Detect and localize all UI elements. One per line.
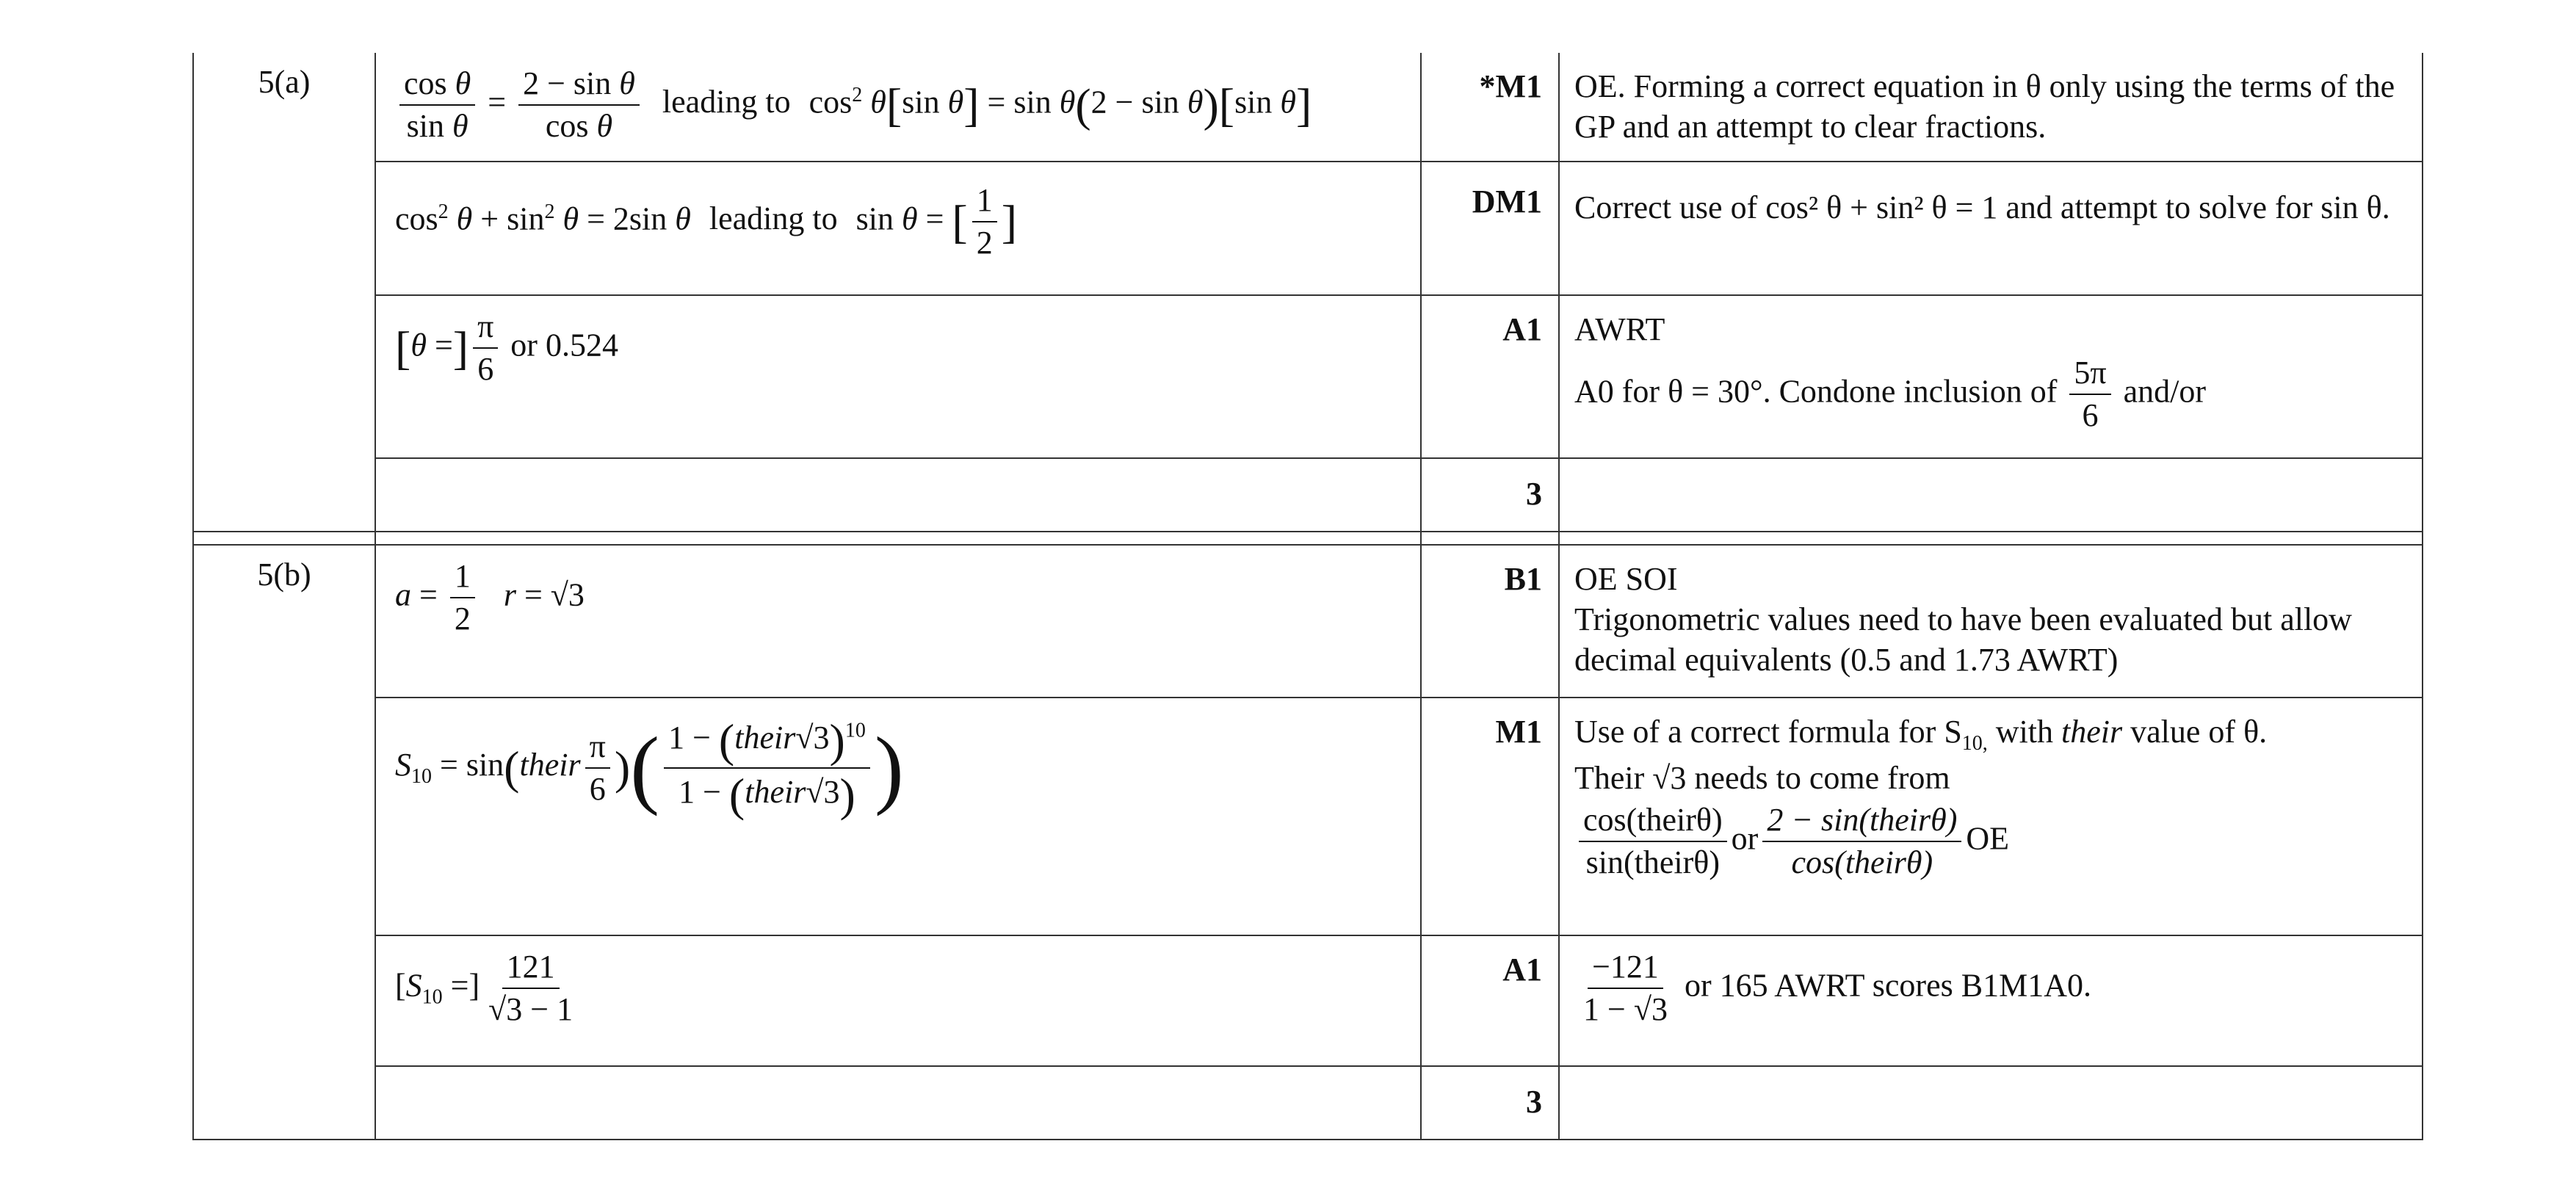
- mark-cell: [1421, 935, 1559, 1066]
- table-row: [193, 162, 2423, 295]
- guidance-text: OE SOI: [1574, 561, 1678, 597]
- mark-label: A1: [1502, 311, 1542, 347]
- mark-scheme-table: [192, 53, 2423, 1140]
- table-row: [193, 295, 2423, 458]
- answer-text: leading to: [662, 84, 791, 120]
- table-row: [193, 935, 2423, 1066]
- answer-cell: [$S_{10}$ =] $\frac{121}{√3 - 1}$: [375, 935, 1421, 1066]
- guidance-text: AWRT: [1574, 311, 1665, 347]
- guidance-text: and/or: [2123, 373, 2207, 410]
- answer-cell: a = $\frac{1}{2}$ r = √3: [375, 545, 1421, 698]
- table-row: [193, 698, 2423, 935]
- blank-cell: [1559, 458, 2423, 532]
- mark-label: DM1: [1472, 184, 1542, 220]
- blank-cell: [1559, 1066, 2423, 1140]
- mark-label: *M1: [1479, 68, 1542, 104]
- blank-cell: [375, 458, 1421, 532]
- answer-text: leading to: [709, 200, 838, 237]
- total-label: 3: [1526, 1084, 1542, 1120]
- mark-label: A1: [1502, 952, 1542, 988]
- mark-cell: [1421, 162, 1559, 295]
- table-row: [193, 53, 2423, 162]
- total-marks: [1421, 458, 1559, 532]
- mark-cell: [1421, 698, 1559, 935]
- guidance-cell: $\frac{-121}{1 - √3}$ or 165 AWRT scores B1M1A0.: [1559, 935, 2423, 1066]
- answer-text: or 0.524: [510, 327, 618, 363]
- question-number: [193, 53, 375, 532]
- blank-cell: [375, 1066, 1421, 1140]
- question-number: [193, 545, 375, 1140]
- guidance-cell: [1559, 162, 2423, 295]
- guidance-text: Use of a correct formula for S: [1574, 714, 1962, 750]
- mark-label: B1: [1504, 561, 1542, 597]
- answer-cell: $\frac{\text{cos θ}}{\text{sin θ}}$ = $\frac{\text{2 − sin θ}}{\text{cos θ}}$ leading to $\cos^2 \theta[\sin$ θ] = sin θ(2 − sin θ)[sin θ]: [375, 53, 1421, 162]
- guidance-cell: [1559, 545, 2423, 698]
- table-row: [193, 545, 2423, 698]
- answer-cell: [θ =] $\frac{\pi}{6}$ or 0.524: [375, 295, 1421, 458]
- guidance-text: A0 for θ = 30°. Condone inclusion of: [1574, 373, 2058, 410]
- mark-cell: [1421, 545, 1559, 698]
- total-label: 3: [1526, 476, 1542, 512]
- guidance-text: Trigonometric values need to have been evaluated but allow decimal equivalents (0.5 and 1.73 AWRT): [1574, 601, 2352, 678]
- mark-cell: [1421, 53, 1559, 162]
- mark-cell: [1421, 295, 1559, 458]
- total-row: [193, 458, 2423, 532]
- answer-cell: $S_{10}$ = sin(their $\frac{\pi}{6}$ )( $\frac{1 - (their√3)^{10}}{\text{1 − (their√3)}}$ ): [375, 698, 1421, 935]
- answer-cell: $\cos^2 \theta + \sin^2 \theta = 2\sin$ θ leading to sin θ = [ $\frac{1}{2}$ ]: [375, 162, 1421, 295]
- fraction: $\frac{\text{2 − sin θ}}{\text{cos θ}}$: [518, 66, 640, 145]
- guidance-cell: Use of a correct formula for $S_{10,}$ with their value of θ. Their √3 needs to come from $\frac{\text{cos(theirθ)}}{\text{sin(theirθ)}}$ or $\frac{\text{2 − sin(theirθ)}}{\text{cos(theirθ)}}$ OE: [1559, 698, 2423, 935]
- question-label: 5(b): [257, 557, 311, 593]
- question-label: 5(a): [258, 64, 311, 100]
- mark-label: M1: [1495, 714, 1542, 750]
- guidance-cell: AWRT A0 for θ = 30°. Condone inclusion of $\frac{5\pi}{6}$ and/or: [1559, 295, 2423, 458]
- guidance-text: or 165 AWRT scores B1M1A0.: [1684, 967, 2091, 1004]
- guidance-cell: [1559, 53, 2423, 162]
- fraction: $\frac{\text{cos θ}}{\text{sin θ}}$: [399, 66, 475, 145]
- total-marks: [1421, 1066, 1559, 1140]
- section-separator: [193, 532, 2423, 545]
- total-row: [193, 1066, 2423, 1140]
- guidance-text: Correct use of cos² θ + sin² θ = 1 and attempt to solve for sin θ.: [1574, 189, 2390, 225]
- guidance-text: Their √3 needs to come from: [1574, 760, 1950, 796]
- guidance-text: OE. Forming a correct equation in θ only using the terms of the GP and an attempt to clear fractions.: [1574, 68, 2395, 145]
